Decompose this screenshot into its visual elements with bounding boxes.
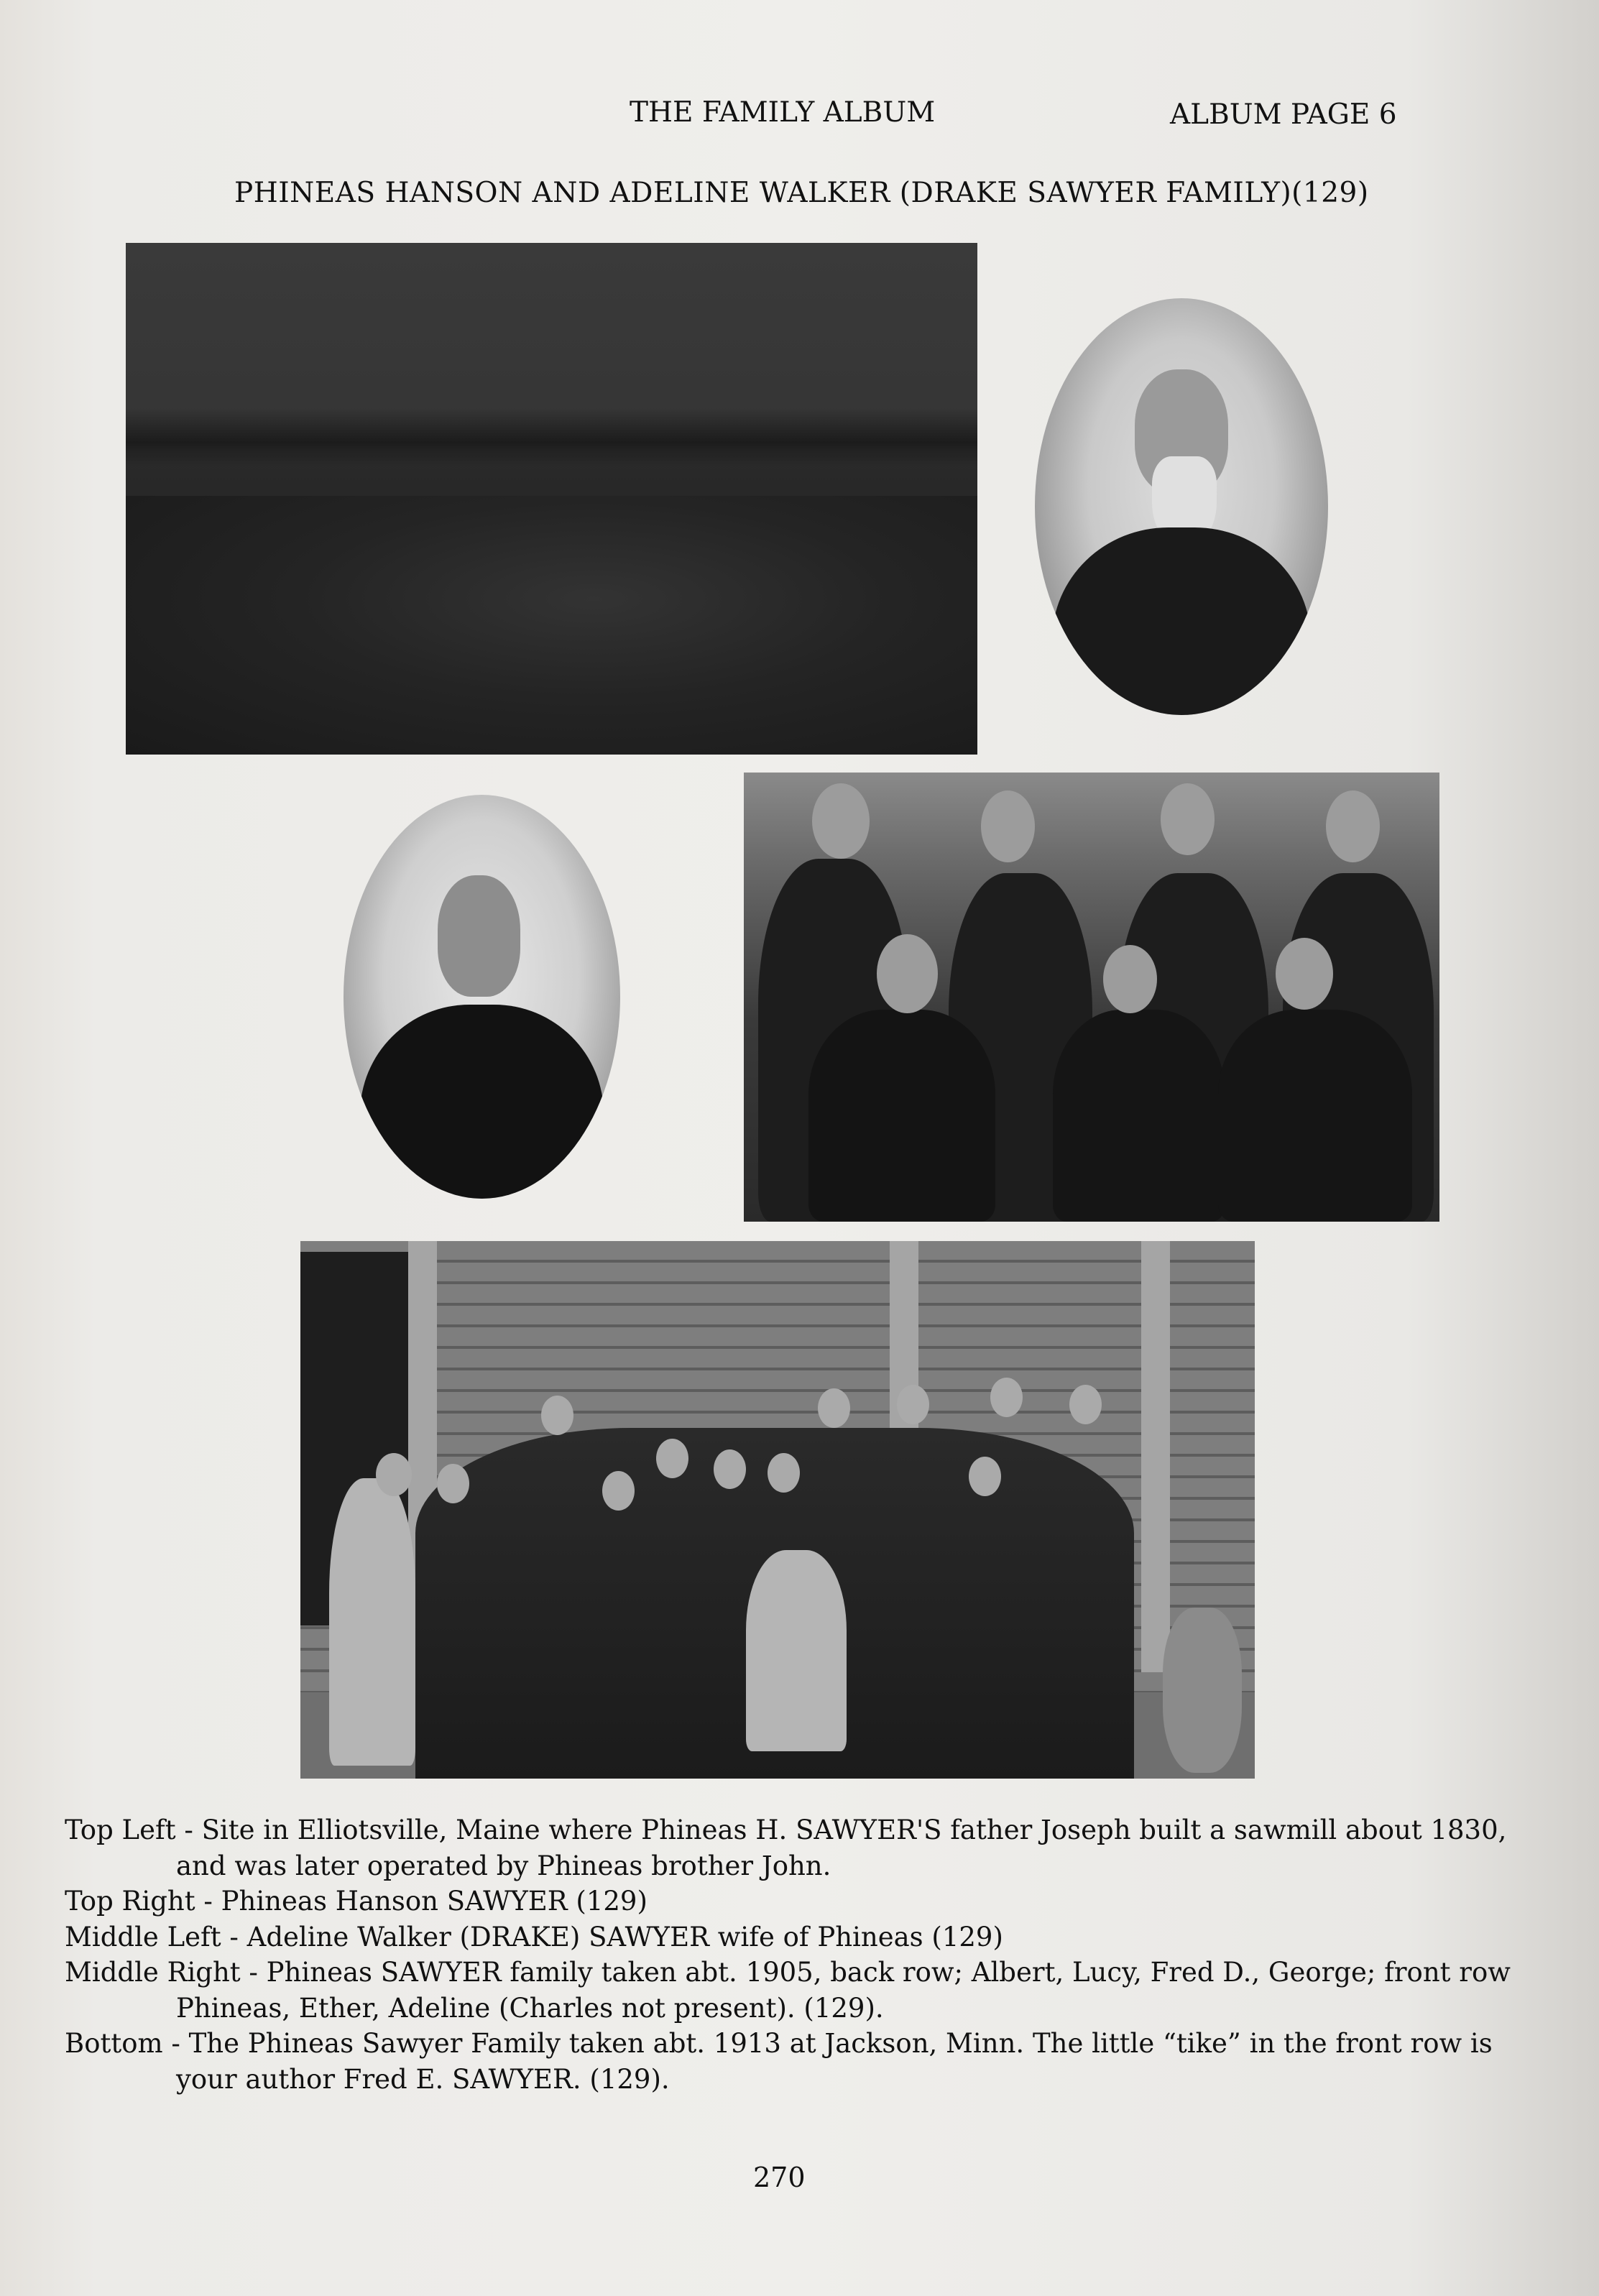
shoreline xyxy=(126,408,977,466)
caption-top-right: Top Right - Phineas Hanson SAWYER (129) xyxy=(65,1886,648,1917)
person-face xyxy=(981,790,1035,862)
person-dress xyxy=(746,1550,847,1751)
page-number: 270 xyxy=(753,2162,806,2193)
page-title: PHINEAS HANSON AND ADELINE WALKER (DRAKE SAWYER FAMILY)(129) xyxy=(234,177,1369,209)
person-face xyxy=(768,1453,800,1493)
photo-sawmill-site xyxy=(126,243,977,755)
caption-top-left: Top Left - Site in Elliotsville, Maine where Phineas H. SAWYER'S father Joseph built a sawmill about 1830, and was later operated by Phineas brother John. xyxy=(65,1815,1507,1881)
person-face xyxy=(714,1449,746,1489)
person-face xyxy=(1069,1385,1102,1424)
person-face xyxy=(1161,783,1215,855)
photo-family-1905 xyxy=(744,773,1439,1222)
porch-post xyxy=(1141,1241,1170,1672)
caption-middle-left: Middle Left - Adeline Walker (DRAKE) SAWYER wife of Phineas (129) xyxy=(65,1921,1003,1952)
portrait-head xyxy=(438,875,521,997)
person-face xyxy=(656,1439,688,1478)
caption-middle-right: Middle Right - Phineas SAWYER family taken abt. 1905, back row; Albert, Lucy, Fred D., George; front row Phineas, Ether, Adeline (Charles not present). (129). xyxy=(65,1957,1511,2024)
person-figure xyxy=(808,1010,995,1222)
person-face xyxy=(812,783,870,859)
caption-block xyxy=(65,1812,1545,2097)
portrait-phineas xyxy=(1035,298,1328,715)
person-face xyxy=(877,934,938,1013)
person-dress xyxy=(329,1478,415,1766)
photo-family-1913 xyxy=(300,1241,1255,1779)
person-face xyxy=(990,1378,1023,1417)
person-face xyxy=(1276,938,1333,1010)
ground-area xyxy=(126,496,977,755)
portrait-torso xyxy=(360,1005,604,1199)
portrait-torso xyxy=(1052,527,1310,715)
person-face xyxy=(1103,945,1157,1013)
person-figure xyxy=(1218,1010,1412,1222)
person-face xyxy=(376,1453,412,1496)
person-face xyxy=(437,1464,469,1503)
person-figure xyxy=(1053,1010,1225,1222)
person-face xyxy=(969,1457,1001,1496)
person-face xyxy=(818,1388,850,1428)
album-title: THE FAMILY ALBUM xyxy=(630,96,936,129)
person-face xyxy=(1326,790,1380,862)
person-face xyxy=(602,1471,635,1511)
family-dog xyxy=(1163,1608,1242,1773)
album-page-label: ALBUM PAGE 6 xyxy=(1170,98,1397,131)
portrait-adeline xyxy=(344,795,620,1199)
person-face xyxy=(541,1396,573,1435)
person-face xyxy=(897,1385,929,1424)
caption-bottom: Bottom - The Phineas Sawyer Family taken abt. 1913 at Jackson, Minn. The little “tike” in the front row is your author Fred E. SAWYER. (129). xyxy=(65,2028,1493,2095)
